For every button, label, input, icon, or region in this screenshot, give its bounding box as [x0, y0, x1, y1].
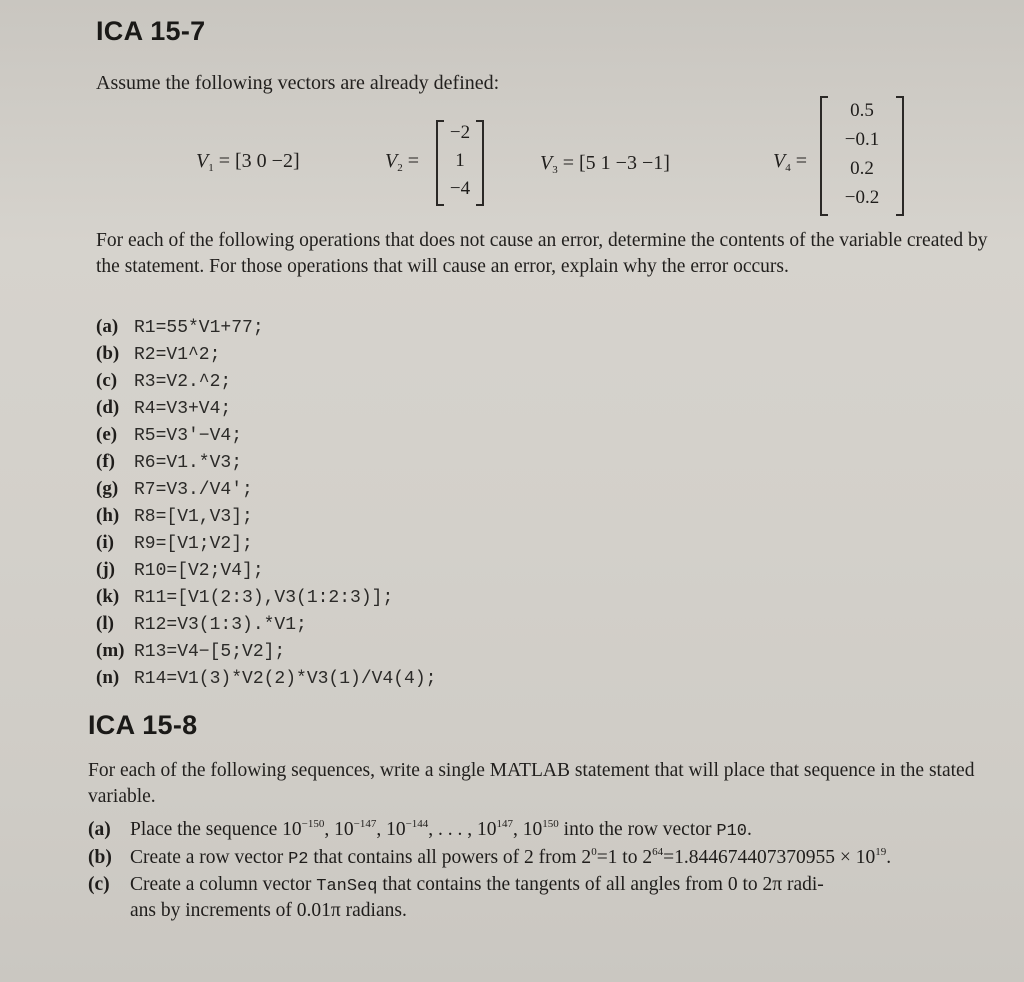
list-item: [96, 451, 242, 473]
v2-element-2: 1: [455, 150, 465, 171]
item-label: (n): [96, 667, 120, 688]
list-item: [96, 640, 285, 662]
v3-symbol: V: [540, 152, 553, 174]
a-exponent: −150: [301, 818, 325, 830]
v3-subscript: 3: [552, 164, 558, 176]
b-text: =1 to 2: [596, 847, 653, 868]
v4-element-4: −0.2: [844, 187, 880, 208]
b-text: =1.844674407370955 × 10: [663, 847, 876, 868]
item-code: R7=V3./V4';: [134, 480, 253, 500]
list-item: [96, 478, 253, 500]
c-text: that contains the tangents of all angles from 0 to 2π radi-: [377, 874, 824, 895]
item-code: R2=V1^2;: [134, 345, 221, 365]
vector-v2-matrix: [436, 120, 484, 206]
v4-element-1: 0.5: [850, 100, 874, 121]
item-label: (b): [88, 847, 112, 868]
item-label: (k): [96, 586, 120, 607]
v2-symbol: V: [385, 150, 398, 172]
v4-element-3: 0.2: [850, 158, 874, 179]
list-item: [96, 343, 220, 365]
list-item: [96, 586, 393, 608]
v1-values: = [3 0 −2]: [218, 150, 300, 172]
item-label: (d): [96, 397, 120, 418]
v2-element-3: −4: [449, 178, 471, 199]
item-code: R11=[V1(2:3),V3(1:2:3)];: [134, 588, 394, 608]
item-label: (a): [96, 316, 119, 337]
item-label: (c): [88, 874, 110, 895]
sequence-item-c: [88, 874, 824, 896]
a-text: Place the sequence 10: [130, 819, 302, 840]
v4-equals: =: [795, 150, 807, 172]
vector-v2-label: [385, 150, 419, 174]
sequence-item-a: [88, 818, 752, 841]
item-label: (m): [96, 640, 125, 661]
a-exponent: −144: [405, 818, 429, 830]
item-label: (l): [96, 613, 114, 634]
item-label: (j): [96, 559, 115, 580]
sequence-item-b: [88, 846, 891, 869]
a-text: , 10: [513, 819, 543, 840]
v4-element-2: −0.1: [844, 129, 880, 150]
b-text: Create a row vector: [130, 847, 289, 868]
item-code: R6=V1.*V3;: [134, 453, 243, 473]
list-item: [96, 370, 231, 392]
ica-15-8-intro: For each of the following sequences, write a single MATLAB statement that will place that sequence in the stated variable.: [88, 760, 975, 807]
item-label: (e): [96, 424, 118, 445]
ica-15-7-title: ICA 15-7: [96, 16, 206, 46]
item-label: (f): [96, 451, 115, 472]
ica-15-8-title: ICA 15-8: [88, 710, 198, 740]
b-text: .: [886, 847, 892, 868]
b-exponent: 0: [591, 846, 597, 858]
list-item: [96, 316, 264, 338]
v1-symbol: V: [196, 150, 209, 172]
item-code: R13=V4−[5;V2];: [134, 642, 286, 662]
vector-v3: [540, 152, 670, 176]
vector-v1: [196, 150, 300, 174]
vector-v4-matrix: [820, 96, 904, 216]
a-exponent: 150: [542, 818, 559, 830]
list-item: [96, 613, 307, 635]
v1-subscript: 1: [208, 162, 214, 174]
ica-15-7-instructions: For each of the following operations that does not cause an error, determine the contents of the variable created by the statement. For those operations that will cause an error, explain why the error occurs.: [96, 230, 988, 277]
item-code: R14=V1(3)*V2(2)*V3(1)/V4(4);: [134, 669, 437, 689]
b-variable: P2: [288, 850, 309, 869]
item-code: R9=[V1;V2];: [134, 534, 253, 554]
v4-subscript: 4: [785, 162, 791, 174]
list-item: [96, 532, 253, 554]
a-exponent: 147: [496, 818, 514, 830]
list-item: [96, 505, 253, 527]
item-code: R8=[V1,V3];: [134, 507, 253, 527]
v2-equals: =: [407, 150, 419, 172]
item-label: (c): [96, 370, 118, 391]
v3-values: = [5 1 −3 −1]: [562, 152, 670, 174]
a-text: .: [747, 819, 752, 840]
item-label: (g): [96, 478, 119, 499]
item-label: (h): [96, 505, 120, 526]
list-item: [96, 397, 231, 419]
v2-element-1: −2: [449, 122, 471, 143]
item-code: R3=V2.^2;: [134, 372, 232, 392]
a-text: into the row vector: [558, 819, 717, 840]
item-code: R1=55*V1+77;: [134, 318, 264, 338]
a-exponent: −147: [353, 818, 377, 830]
a-variable: P10: [716, 822, 747, 841]
c-variable: TanSeq: [316, 877, 378, 896]
item-code: R10=[V2;V4];: [134, 561, 264, 581]
b-exponent: 64: [652, 846, 664, 858]
c-text: Create a column vector: [130, 874, 317, 895]
list-item: [96, 667, 436, 689]
vector-v4-label: [773, 150, 807, 174]
item-code: R4=V3+V4;: [134, 399, 232, 419]
item-label: (i): [96, 532, 114, 553]
v2-subscript: 2: [397, 162, 403, 174]
list-item: [96, 559, 264, 581]
sequence-item-c-continued: [130, 900, 407, 922]
b-exponent: 19: [875, 846, 887, 858]
ica-15-7-intro: Assume the following vectors are already defined:: [96, 72, 500, 94]
v4-symbol: V: [773, 150, 786, 172]
a-text: , . . . , 10: [428, 819, 497, 840]
a-text: , 10: [324, 819, 354, 840]
list-item: [96, 424, 242, 446]
item-label: (a): [88, 819, 111, 840]
a-text: , 10: [376, 819, 406, 840]
item-label: (b): [96, 343, 120, 364]
b-text: that contains all powers of 2 from 2: [308, 847, 592, 868]
c-text: ans by increments of 0.01π radians.: [130, 900, 407, 921]
item-code: R12=V3(1:3).*V1;: [134, 615, 307, 635]
item-code: R5=V3'−V4;: [134, 426, 243, 446]
